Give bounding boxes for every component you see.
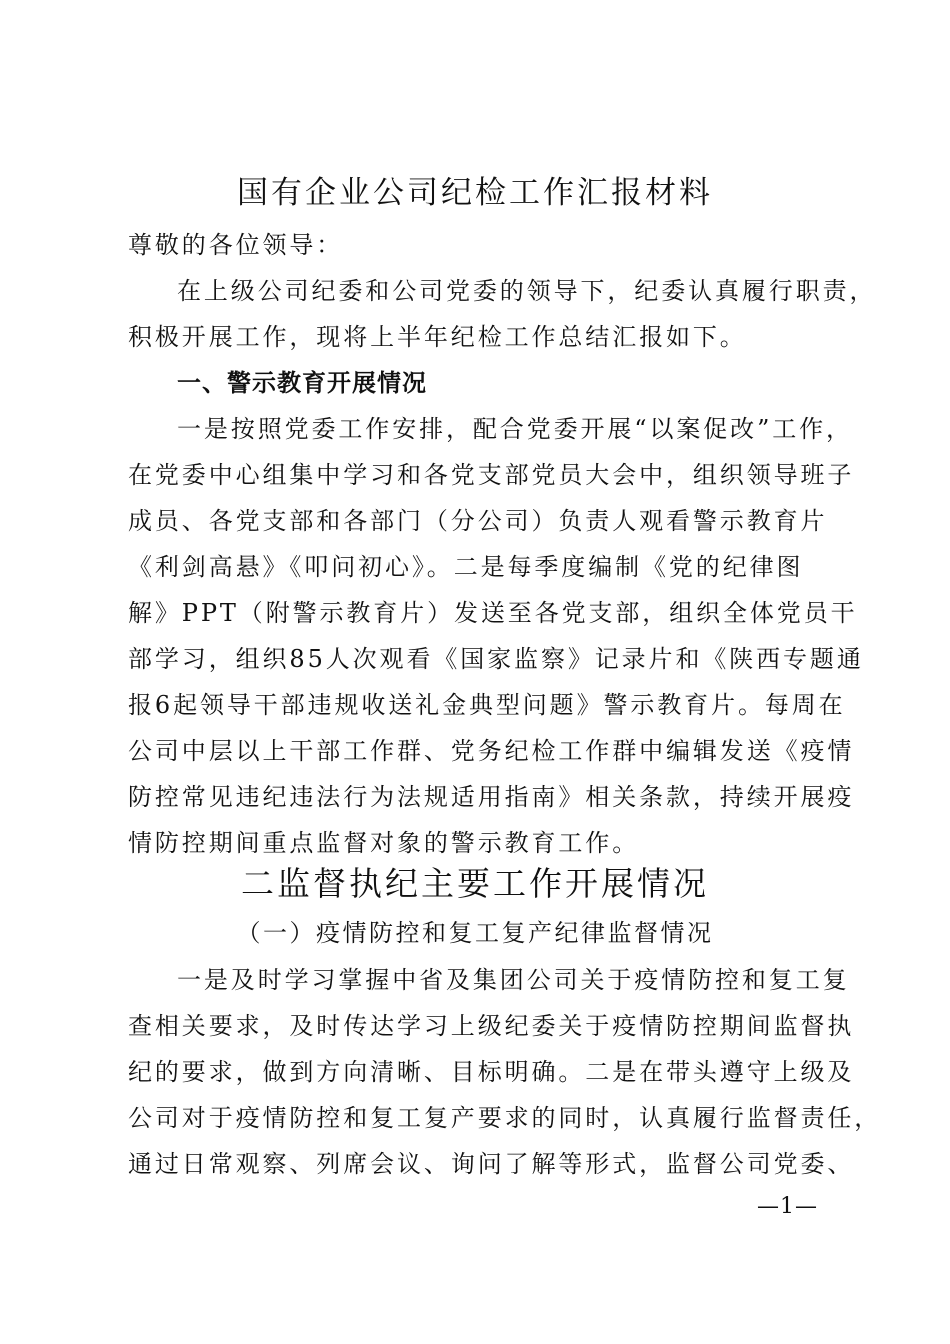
section2-line: 查相关要求，及时传达学习上级纪委关于疫情防控期间监督执	[128, 1012, 855, 1040]
section1-line: 解》PPT（附警示教育片）发送至各党支部，组织全体党员干	[128, 599, 858, 627]
intro-block	[128, 222, 877, 866]
section1-line: 《利剑高悬》《叩问初心》。二是每季度编制《党的纪律图	[128, 553, 804, 581]
salutation: 尊敬的各位领导：	[128, 231, 344, 259]
section1-heading: 一、警示教育开展情况	[177, 369, 427, 397]
section2-block	[128, 957, 882, 1187]
section2-line: 一是及时学习掌握中省及集团公司关于疫情防控和复工复	[177, 966, 850, 994]
section1-line: 成员、各党支部和各部门（分公司）负责人观看警示教育片	[128, 507, 828, 535]
page-number: —1—	[757, 1194, 818, 1219]
section2-line: 公司对于疫情防控和复工复产要求的同时，认真履行监督责任，	[128, 1104, 882, 1132]
section2-sub-heading: （一）疫情防控和复工复产纪律监督情况	[236, 919, 714, 947]
section1-line: 在党委中心组集中学习和各党支部党员大会中，组织领导班子	[128, 461, 855, 489]
section1-line: 防控常见违纪违法行为法规适用指南》相关条款，持续开展疫	[128, 783, 855, 811]
section2-line: 纪的要求，做到方向清晰、目标明确。二是在带头遵守上级及	[128, 1058, 855, 1086]
intro-line: 积极开展工作，现将上半年纪检工作总结汇报如下。	[128, 323, 747, 351]
section2-line: 通过日常观察、列席会议、询问了解等形式，监督公司党委、	[128, 1150, 855, 1178]
section1-line: 一是按照党委工作安排，配合党委开展“以案促改”工作，	[177, 415, 853, 443]
section1-line: 情防控期间重点监督对象的警示教育工作。	[128, 829, 640, 857]
section1-line: 公司中层以上干部工作群、党务纪检工作群中编辑发送《疫情	[128, 737, 855, 765]
section1-line: 部学习，组织85人次观看《国家监察》记录片和《陕西专题通	[128, 645, 864, 673]
intro-line: 在上级公司纪委和公司党委的领导下，纪委认真履行职责，	[177, 277, 877, 305]
section1-line: 报6起领导干部违规收送礼金典型问题》警示教育片。每周在	[128, 691, 846, 719]
section2-heading: 二监督执纪主要工作开展情况	[241, 864, 709, 903]
document-title: 国有企业公司纪检工作汇报材料	[237, 175, 713, 211]
